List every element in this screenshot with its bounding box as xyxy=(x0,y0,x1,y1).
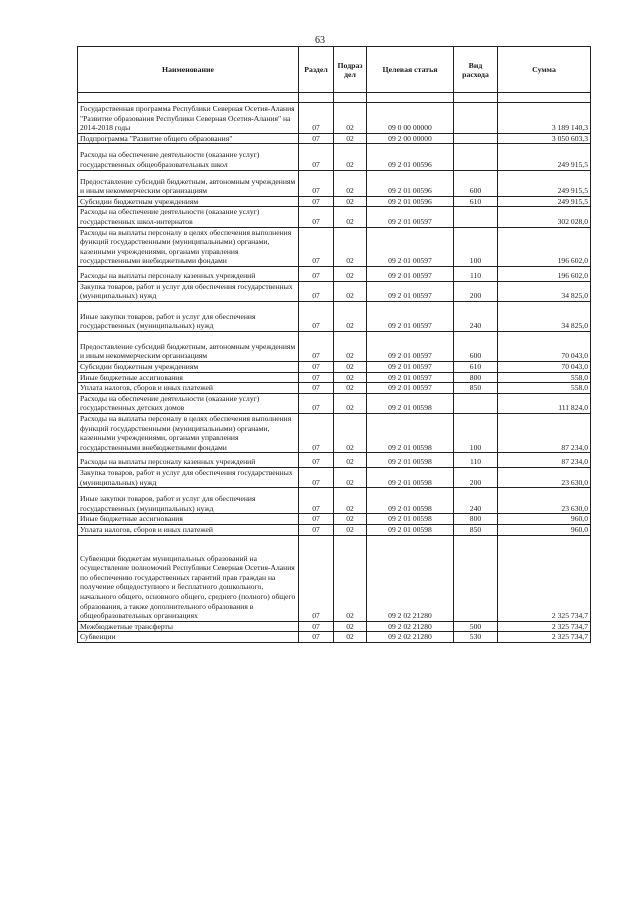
row-amount: 70 043,0 xyxy=(498,331,591,361)
row-type xyxy=(454,144,498,170)
header-amount: Сумма xyxy=(498,47,591,93)
row-section: 07 xyxy=(299,301,334,331)
page-number: 63 xyxy=(315,35,325,46)
row-name: Расходы на выплаты персоналу казенных учреждений xyxy=(78,266,299,281)
row-subsection: 02 xyxy=(334,207,367,227)
row-type: 850 xyxy=(454,383,498,394)
table-row xyxy=(78,393,591,413)
row-target: 09 2 01 00598 xyxy=(367,488,454,514)
row-name: Субвенции xyxy=(78,632,299,643)
row-subsection: 02 xyxy=(334,468,367,488)
row-type: 110 xyxy=(454,266,498,281)
row-name: Иные бюджетные ассигнования xyxy=(78,514,299,525)
row-section: 07 xyxy=(299,414,334,453)
row-subsection: 02 xyxy=(334,453,367,468)
header-target: Целевая статья xyxy=(367,47,454,93)
row-section: 07 xyxy=(299,372,334,383)
row-amount: 960,0 xyxy=(498,524,591,535)
table-row xyxy=(78,372,591,383)
table-row xyxy=(78,266,591,281)
row-name: Уплата налогов, сборов и иных платежей xyxy=(78,383,299,394)
row-section: 07 xyxy=(299,266,334,281)
spacer-row xyxy=(78,93,591,103)
row-amount: 23 630,0 xyxy=(498,468,591,488)
row-subsection: 02 xyxy=(334,393,367,413)
row-name: Субсидии бюджетным учреждениям xyxy=(78,196,299,207)
row-name: Предоставление субсидий бюджетным, автономным учреждениям и иным некоммерческим организациям xyxy=(78,170,299,196)
header-subsection: Подраз дел xyxy=(334,47,367,93)
row-section: 07 xyxy=(299,514,334,525)
row-subsection: 02 xyxy=(334,196,367,207)
row-name: Субсидии бюджетным учреждениям xyxy=(78,362,299,373)
row-amount: 302 028,0 xyxy=(498,207,591,227)
row-type: 610 xyxy=(454,196,498,207)
row-section: 07 xyxy=(299,632,334,643)
row-amount: 2 325 734,7 xyxy=(498,621,591,632)
row-subsection: 02 xyxy=(334,266,367,281)
row-subsection: 02 xyxy=(334,133,367,144)
row-name: Расходы на выплаты персоналу в целях обеспечения выполнения функций государственными (муниципальными) органами, казенными учреждениями, органами управления государственными внебюджетными фондами xyxy=(78,227,299,266)
row-type: 530 xyxy=(454,632,498,643)
row-section: 07 xyxy=(299,468,334,488)
row-section: 07 xyxy=(299,362,334,373)
row-section: 07 xyxy=(299,488,334,514)
row-section: 07 xyxy=(299,331,334,361)
row-target: 09 2 01 00598 xyxy=(367,393,454,413)
row-target: 09 2 01 00598 xyxy=(367,414,454,453)
row-type: 600 xyxy=(454,170,498,196)
row-target: 09 2 01 00596 xyxy=(367,170,454,196)
row-target: 09 2 01 00597 xyxy=(367,281,454,301)
table-header-row xyxy=(78,47,591,93)
row-type: 600 xyxy=(454,331,498,361)
table-row xyxy=(78,227,591,266)
row-type: 240 xyxy=(454,488,498,514)
table-row xyxy=(78,301,591,331)
row-type: 200 xyxy=(454,468,498,488)
row-target: 09 2 01 00598 xyxy=(367,453,454,468)
row-section: 07 xyxy=(299,535,334,621)
row-name: Закупка товаров, работ и услуг для обеспечения государственных (муниципальных) нужд xyxy=(78,281,299,301)
row-type xyxy=(454,103,498,134)
row-target: 09 2 01 00597 xyxy=(367,362,454,373)
row-amount: 34 825,0 xyxy=(498,301,591,331)
row-amount: 3 189 140,3 xyxy=(498,103,591,134)
row-target: 09 2 00 00000 xyxy=(367,133,454,144)
row-target: 09 2 01 00596 xyxy=(367,144,454,170)
row-amount: 3 050 603,3 xyxy=(498,133,591,144)
row-type: 100 xyxy=(454,227,498,266)
row-amount: 249 915,5 xyxy=(498,170,591,196)
row-amount: 558,0 xyxy=(498,383,591,394)
row-amount: 23 630,0 xyxy=(498,488,591,514)
row-subsection: 02 xyxy=(334,103,367,134)
row-amount: 87 234,0 xyxy=(498,414,591,453)
row-name: Иные закупки товаров, работ и услуг для обеспечения государственных (муниципальных) нужд xyxy=(78,488,299,514)
row-section: 07 xyxy=(299,393,334,413)
table-row xyxy=(78,133,591,144)
row-type xyxy=(454,535,498,621)
row-section: 07 xyxy=(299,196,334,207)
row-target: 09 2 01 00598 xyxy=(367,468,454,488)
row-amount: 34 825,0 xyxy=(498,281,591,301)
table-row xyxy=(78,414,591,453)
row-amount: 960,0 xyxy=(498,514,591,525)
table-row xyxy=(78,621,591,632)
table-row xyxy=(78,281,591,301)
row-section: 07 xyxy=(299,207,334,227)
table-row xyxy=(78,632,591,643)
row-amount: 2 325 734,7 xyxy=(498,535,591,621)
row-target: 09 2 01 00598 xyxy=(367,514,454,525)
row-amount: 196 602,0 xyxy=(498,227,591,266)
row-section: 07 xyxy=(299,621,334,632)
table-row xyxy=(78,103,591,134)
row-section: 07 xyxy=(299,453,334,468)
row-subsection: 02 xyxy=(334,383,367,394)
row-amount: 249 915,5 xyxy=(498,144,591,170)
row-name: Расходы на обеспечение деятельности (оказание услуг) государственных общеобразовательных школ xyxy=(78,144,299,170)
row-name: Расходы на выплаты персоналу в целях обеспечения выполнения функций государственными (муниципальными) органами, казенными учреждениями, органами управления государственными внебюджетными фондами xyxy=(78,414,299,453)
row-amount: 249 915,5 xyxy=(498,196,591,207)
row-amount: 70 043,0 xyxy=(498,362,591,373)
budget-table xyxy=(77,46,591,643)
table-row xyxy=(78,514,591,525)
table-row xyxy=(78,383,591,394)
table-row xyxy=(78,170,591,196)
row-name: Субвенции бюджетам муниципальных образований на осуществление полномочий Республики Северная Осетия-Алания по обеспечению государственных гарантий прав граждан на получение общедоступного и бесплатного дошкольного, начального общего, основного общего, среднего (полного) общего образования, а также дополнительного образования в общеобразовательных организациях xyxy=(78,535,299,621)
row-type xyxy=(454,393,498,413)
row-section: 07 xyxy=(299,103,334,134)
row-name: Межбюджетные трансферты xyxy=(78,621,299,632)
row-target: 09 2 01 00597 xyxy=(367,301,454,331)
row-type: 100 xyxy=(454,414,498,453)
row-amount: 2 325 734,7 xyxy=(498,632,591,643)
row-name: Иные закупки товаров, работ и услуг для обеспечения государственных (муниципальных) нужд xyxy=(78,301,299,331)
row-name: Иные бюджетные ассигнования xyxy=(78,372,299,383)
row-type: 240 xyxy=(454,301,498,331)
row-type: 800 xyxy=(454,514,498,525)
row-subsection: 02 xyxy=(334,535,367,621)
row-section: 07 xyxy=(299,133,334,144)
row-target: 09 2 02 21280 xyxy=(367,632,454,643)
row-subsection: 02 xyxy=(334,362,367,373)
row-section: 07 xyxy=(299,144,334,170)
row-target: 09 2 01 00597 xyxy=(367,207,454,227)
row-type: 500 xyxy=(454,621,498,632)
row-subsection: 02 xyxy=(334,301,367,331)
header-section: Раздел xyxy=(299,47,334,93)
table-row xyxy=(78,524,591,535)
row-name: Уплата налогов, сборов и иных платежей xyxy=(78,524,299,535)
row-subsection: 02 xyxy=(334,524,367,535)
row-type: 110 xyxy=(454,453,498,468)
table-row xyxy=(78,331,591,361)
row-subsection: 02 xyxy=(334,227,367,266)
row-type: 850 xyxy=(454,524,498,535)
row-name: Государственная программа Республики Северная Осетия-Алания "Развитие образования Республики Северная Осетия-Алания" на 2014-2018 годы xyxy=(78,103,299,134)
row-subsection: 02 xyxy=(334,621,367,632)
row-target: 09 2 02 21280 xyxy=(367,535,454,621)
row-target: 09 2 01 00596 xyxy=(367,196,454,207)
row-type: 200 xyxy=(454,281,498,301)
table-row xyxy=(78,207,591,227)
table-row xyxy=(78,535,591,621)
header-name: Наименование xyxy=(78,47,299,93)
table-row xyxy=(78,362,591,373)
table-row xyxy=(78,468,591,488)
row-type xyxy=(454,133,498,144)
row-target: 09 2 01 00597 xyxy=(367,266,454,281)
row-name: Предоставление субсидий бюджетным, автономным учреждениям и иным некоммерческим организациям xyxy=(78,331,299,361)
header-expense-type: Вид расхода xyxy=(454,47,498,93)
row-type xyxy=(454,207,498,227)
row-subsection: 02 xyxy=(334,372,367,383)
row-section: 07 xyxy=(299,524,334,535)
row-subsection: 02 xyxy=(334,331,367,361)
row-target: 09 2 01 00597 xyxy=(367,331,454,361)
row-type: 800 xyxy=(454,372,498,383)
row-section: 07 xyxy=(299,383,334,394)
row-amount: 558,0 xyxy=(498,372,591,383)
table-row xyxy=(78,196,591,207)
row-section: 07 xyxy=(299,170,334,196)
row-section: 07 xyxy=(299,227,334,266)
row-type: 610 xyxy=(454,362,498,373)
row-subsection: 02 xyxy=(334,414,367,453)
row-name: Закупка товаров, работ и услуг для обеспечения государственных (муниципальных) нужд xyxy=(78,468,299,488)
row-target: 09 2 01 00597 xyxy=(367,383,454,394)
row-name: Расходы на обеспечение деятельности (оказание услуг) государственных школ-интернатов xyxy=(78,207,299,227)
table-row xyxy=(78,453,591,468)
row-name: Расходы на обеспечение деятельности (оказание услуг) государственных детских домов xyxy=(78,393,299,413)
row-section: 07 xyxy=(299,281,334,301)
row-subsection: 02 xyxy=(334,170,367,196)
row-amount: 111 824,0 xyxy=(498,393,591,413)
row-subsection: 02 xyxy=(334,281,367,301)
row-subsection: 02 xyxy=(334,514,367,525)
table-row xyxy=(78,488,591,514)
row-amount: 196 602,0 xyxy=(498,266,591,281)
row-amount: 87 234,0 xyxy=(498,453,591,468)
row-name: Расходы на выплаты персоналу казенных учреждений xyxy=(78,453,299,468)
row-target: 09 2 01 00597 xyxy=(367,227,454,266)
row-subsection: 02 xyxy=(334,488,367,514)
table-row xyxy=(78,144,591,170)
row-target: 09 2 01 00597 xyxy=(367,372,454,383)
row-target: 09 2 01 00598 xyxy=(367,524,454,535)
row-target: 09 0 00 00000 xyxy=(367,103,454,134)
row-subsection: 02 xyxy=(334,144,367,170)
row-target: 09 2 02 21280 xyxy=(367,621,454,632)
row-subsection: 02 xyxy=(334,632,367,643)
row-name: Подпрограмма "Развитие общего образования" xyxy=(78,133,299,144)
